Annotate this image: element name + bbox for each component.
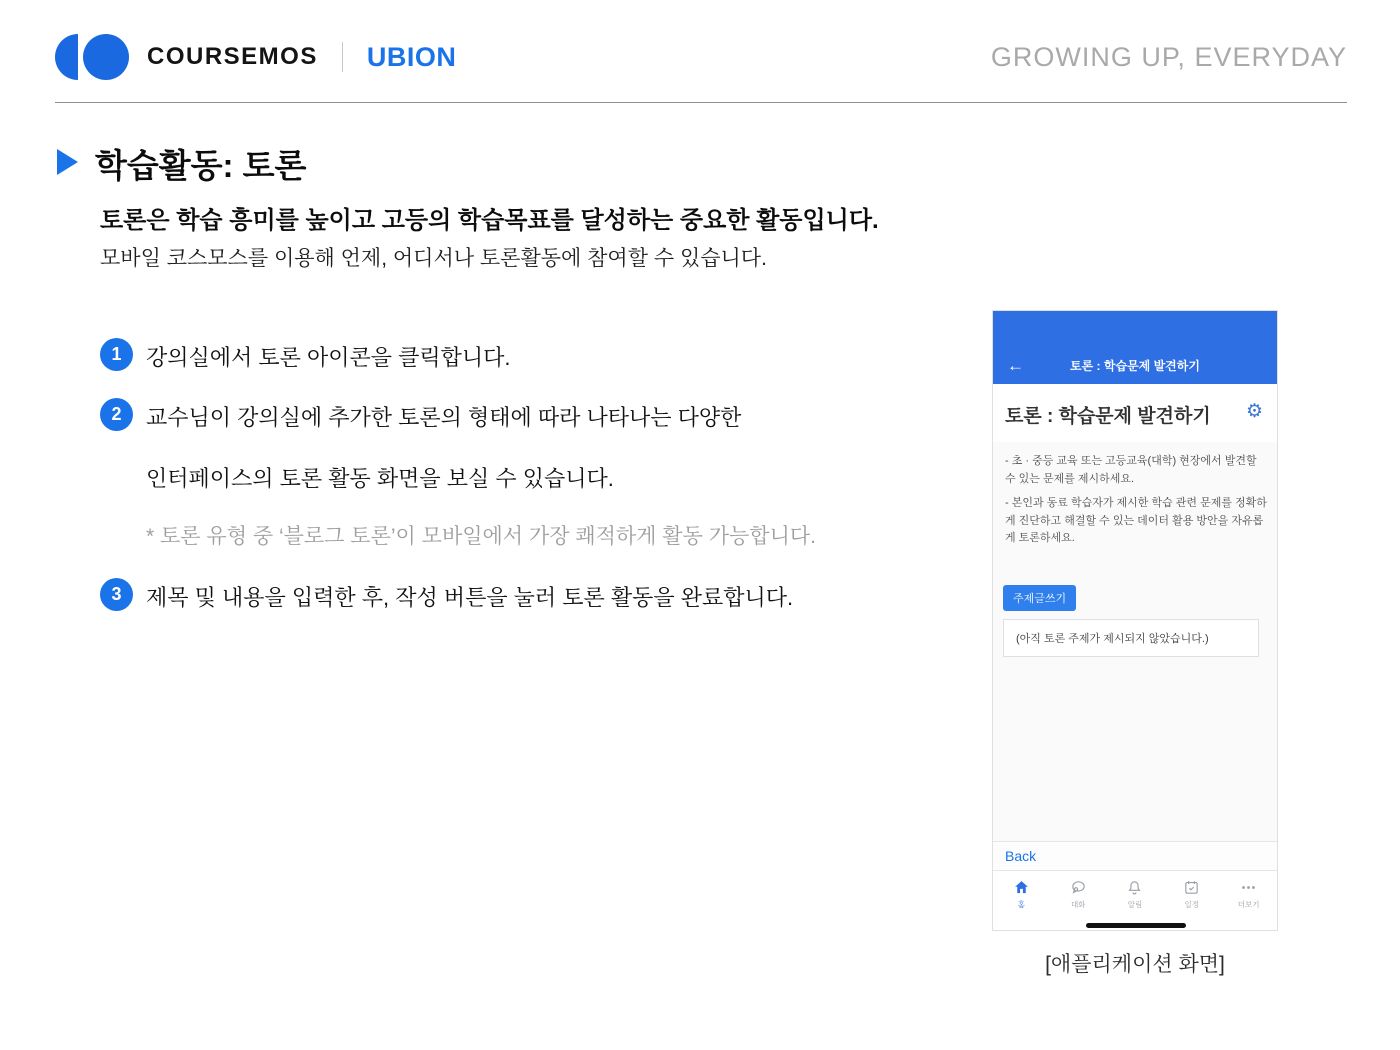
- nav-label-more: 더보기: [1237, 900, 1260, 909]
- discussion-instruction-2: - 본인과 동료 학습자가 제시한 학습 관련 문제를 정확하게 진단하고 해결할 수 있는 데이터 활용 방안을 자유롭게 토론하세요.: [1005, 497, 1267, 545]
- nav-item-alarm[interactable]: [1107, 871, 1164, 931]
- nav-item-more[interactable]: [1220, 871, 1277, 931]
- nav-label-chat: 대화: [1070, 900, 1086, 909]
- phone-caption: [애플리케이션 화면]: [1045, 953, 1225, 976]
- more-dots-icon: [1240, 878, 1258, 896]
- page-title: 학습활동: 토론: [95, 147, 307, 184]
- logo-circle: [83, 34, 129, 80]
- title-triangle-icon: [57, 149, 78, 175]
- coursemos-logo-icon: [55, 34, 129, 80]
- brand-name: COURSEMOS: [147, 43, 318, 70]
- phone-mockup: [992, 310, 1278, 931]
- brand-divider: [342, 42, 343, 72]
- nav-label-home: 홈: [1017, 900, 1026, 909]
- phone-statusbar: [993, 311, 1277, 384]
- step-2-note: * 토론 유형 중 ‘블로그 토론’이 모바일에서 가장 쾌적하게 활동 가능합니다.: [146, 525, 816, 548]
- tagline: GROWING UP, EVERYDAY: [990, 42, 1347, 72]
- step-3-badge: 3: [100, 578, 133, 611]
- discussion-instruction-1: - 초 · 중등 교육 또는 고등교육(대학) 현장에서 발견할 수 있는 문제를 제시하세요.: [1005, 455, 1257, 485]
- step-2-text-line1: 교수님이 강의실에 추가한 토론의 형태에 따라 나타나는 다양한: [146, 405, 742, 430]
- step-2-text-line2: 인터페이스의 토론 활동 화면을 보실 수 있습니다.: [146, 466, 614, 491]
- phone-appbar: [993, 351, 1277, 379]
- write-topic-button[interactable]: 주제글쓰기: [1003, 585, 1076, 611]
- home-indicator: [1086, 923, 1186, 928]
- step-1-badge: 1: [100, 338, 133, 371]
- calendar-check-icon: [1183, 878, 1201, 896]
- brand-bar: [55, 34, 456, 80]
- nav-item-chat[interactable]: [1050, 871, 1107, 931]
- back-row: [993, 841, 1277, 870]
- appbar-title: 토론 : 학습문제 발견하기: [1070, 358, 1200, 373]
- gear-icon[interactable]: ⚙: [1245, 401, 1263, 422]
- back-link[interactable]: Back: [1005, 848, 1037, 864]
- home-icon: [1012, 878, 1030, 896]
- bell-icon: [1126, 878, 1144, 896]
- logo-half-circle: [55, 34, 78, 80]
- nav-label-alarm: 알림: [1127, 900, 1143, 909]
- step-3-text: 제목 및 내용을 입력한 후, 작성 버튼을 눌러 토론 활동을 완료합니다.: [146, 585, 794, 610]
- chat-bubble-icon: [1069, 878, 1087, 896]
- partner-name: UBION: [366, 41, 457, 72]
- step-2-badge: 2: [100, 398, 133, 431]
- bottom-nav: [993, 870, 1277, 931]
- header-rule: [55, 102, 1347, 103]
- phone-titlebar: [993, 384, 1277, 442]
- nav-label-calendar: 일정: [1184, 900, 1200, 909]
- discussion-title: 토론 : 학습문제 발견하기: [1005, 406, 1211, 427]
- nav-item-home[interactable]: [993, 871, 1050, 931]
- step-1-text: 강의실에서 토론 아이콘을 클릭합니다.: [146, 345, 511, 370]
- back-arrow-icon[interactable]: ←: [1007, 355, 1024, 375]
- subtitle-bold: 토론은 학습 흥미를 높이고 고등의 학습목표를 달성하는 중요한 활동입니다.: [100, 207, 879, 234]
- nav-item-calendar[interactable]: [1163, 871, 1220, 931]
- subtitle: 모바일 코스모스를 이용해 언제, 어디서나 토론활동에 참여할 수 있습니다.: [100, 247, 767, 270]
- empty-topic-notice: (아직 토론 주제가 제시되지 않았습니다.): [1003, 619, 1259, 657]
